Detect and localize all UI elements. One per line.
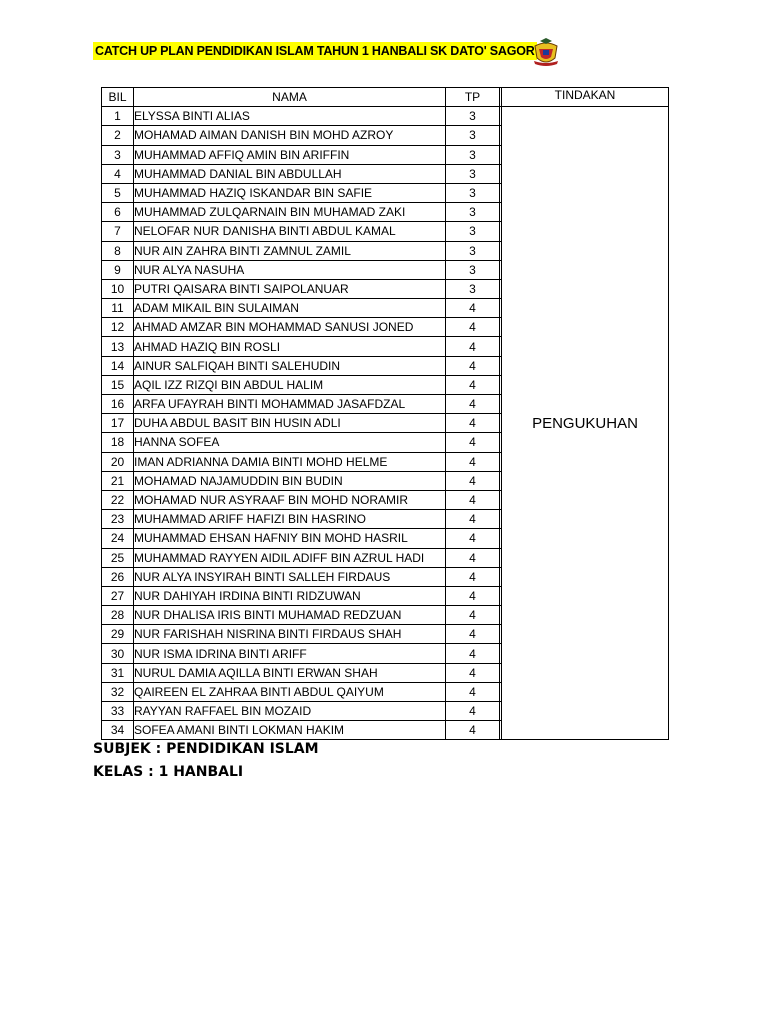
- cell-bil: 24: [102, 529, 134, 548]
- cell-nama: MUHAMMAD RAYYEN AIDIL ADIFF BIN AZRUL HADI: [134, 548, 446, 567]
- cell-tp: 4: [446, 318, 500, 337]
- cell-tp: 4: [446, 433, 500, 452]
- cell-nama: NUR ISMA IDRINA BINTI ARIFF: [134, 644, 446, 663]
- student-table: [101, 87, 669, 740]
- cell-gap: [500, 606, 502, 625]
- cell-gap: [500, 490, 502, 509]
- cell-gap: [500, 318, 502, 337]
- cell-bil: 9: [102, 260, 134, 279]
- cell-tp: 4: [446, 606, 500, 625]
- cell-gap: [500, 433, 502, 452]
- cell-tp: 3: [446, 241, 500, 260]
- table-header-row: [102, 88, 669, 107]
- cell-gap: [500, 567, 502, 586]
- cell-bil: 22: [102, 490, 134, 509]
- cell-bil: 25: [102, 548, 134, 567]
- cell-bil: 13: [102, 337, 134, 356]
- cell-bil: 28: [102, 606, 134, 625]
- cell-bil: 11: [102, 299, 134, 318]
- column-header-tindakan: TINDAKAN: [502, 88, 669, 107]
- cell-bil: 3: [102, 145, 134, 164]
- cell-nama: AHMAD HAZIQ BIN ROSLI: [134, 337, 446, 356]
- cell-bil: 1: [102, 107, 134, 126]
- cell-nama: AHMAD AMZAR BIN MOHAMMAD SANUSI JONED: [134, 318, 446, 337]
- school-crest-icon: [532, 37, 560, 67]
- cell-nama: MUHAMMAD HAZIQ ISKANDAR BIN SAFIE: [134, 183, 446, 202]
- cell-tp: 4: [446, 586, 500, 605]
- cell-tp: 4: [446, 414, 500, 433]
- cell-nama: NUR AIN ZAHRA BINTI ZAMNUL ZAMIL: [134, 241, 446, 260]
- cell-gap: [500, 145, 502, 164]
- cell-tp: 4: [446, 702, 500, 721]
- cell-nama: MOHAMAD AIMAN DANISH BIN MOHD AZROY: [134, 126, 446, 145]
- cell-gap: [500, 222, 502, 241]
- class-label: KELAS : 1 HANBALI: [93, 764, 244, 780]
- cell-tp: 3: [446, 183, 500, 202]
- cell-bil: 2: [102, 126, 134, 145]
- cell-nama: MUHAMMAD AFFIQ AMIN BIN ARIFFIN: [134, 145, 446, 164]
- cell-tp: 4: [446, 625, 500, 644]
- cell-bil: 16: [102, 395, 134, 414]
- cell-nama: NUR DHALISA IRIS BINTI MUHAMAD REDZUAN: [134, 606, 446, 625]
- cell-bil: 27: [102, 586, 134, 605]
- cell-nama: DUHA ABDUL BASIT BIN HUSIN ADLI: [134, 414, 446, 433]
- cell-nama: MOHAMAD NAJAMUDDIN BIN BUDIN: [134, 471, 446, 490]
- cell-gap: [500, 203, 502, 222]
- cell-nama: NUR ALYA NASUHA: [134, 260, 446, 279]
- table-body: [102, 107, 669, 740]
- cell-gap: [500, 356, 502, 375]
- cell-bil: 34: [102, 721, 134, 740]
- cell-gap: [500, 279, 502, 298]
- cell-tp: 4: [446, 682, 500, 701]
- cell-tp: 4: [446, 663, 500, 682]
- cell-bil: 30: [102, 644, 134, 663]
- cell-tp: 4: [446, 644, 500, 663]
- cell-nama: ADAM MIKAIL BIN SULAIMAN: [134, 299, 446, 318]
- cell-gap: [500, 663, 502, 682]
- cell-gap: [500, 471, 502, 490]
- cell-bil: 15: [102, 375, 134, 394]
- cell-tp: 4: [446, 567, 500, 586]
- cell-gap: [500, 702, 502, 721]
- cell-bil: 20: [102, 452, 134, 471]
- cell-bil: 17: [102, 414, 134, 433]
- cell-bil: 31: [102, 663, 134, 682]
- cell-tp: 4: [446, 452, 500, 471]
- cell-gap: [500, 241, 502, 260]
- cell-tp: 3: [446, 145, 500, 164]
- cell-bil: 21: [102, 471, 134, 490]
- cell-bil: 7: [102, 222, 134, 241]
- cell-nama: QAIREEN EL ZAHRAA BINTI ABDUL QAIYUM: [134, 682, 446, 701]
- cell-tp: 3: [446, 279, 500, 298]
- cell-bil: 12: [102, 318, 134, 337]
- cell-tp: 4: [446, 548, 500, 567]
- cell-gap: [500, 625, 502, 644]
- cell-nama: AINUR SALFIQAH BINTI SALEHUDIN: [134, 356, 446, 375]
- cell-bil: 33: [102, 702, 134, 721]
- cell-bil: 4: [102, 164, 134, 183]
- cell-bil: 6: [102, 203, 134, 222]
- cell-tp: 4: [446, 375, 500, 394]
- cell-gap: [500, 337, 502, 356]
- cell-tp: 4: [446, 356, 500, 375]
- cell-nama: NUR ALYA INSYIRAH BINTI SALLEH FIRDAUS: [134, 567, 446, 586]
- cell-gap: [500, 510, 502, 529]
- cell-tp: 3: [446, 222, 500, 241]
- table-row: [102, 107, 669, 126]
- cell-nama: RAYYAN RAFFAEL BIN MOZAID: [134, 702, 446, 721]
- cell-nama: NELOFAR NUR DANISHA BINTI ABDUL KAMAL: [134, 222, 446, 241]
- cell-bil: 18: [102, 433, 134, 452]
- column-header-nama: NAMA: [134, 88, 446, 107]
- cell-tp: 3: [446, 203, 500, 222]
- cell-gap: [500, 299, 502, 318]
- cell-tp: 4: [446, 395, 500, 414]
- cell-tp: 4: [446, 337, 500, 356]
- cell-bil: 26: [102, 567, 134, 586]
- cell-nama: ARFA UFAYRAH BINTI MOHAMMAD JASAFDZAL: [134, 395, 446, 414]
- cell-bil: 32: [102, 682, 134, 701]
- cell-bil: 10: [102, 279, 134, 298]
- cell-nama: ELYSSA BINTI ALIAS: [134, 107, 446, 126]
- cell-tp: 4: [446, 490, 500, 509]
- cell-gap: [500, 529, 502, 548]
- cell-tp: 3: [446, 260, 500, 279]
- cell-nama: AQIL IZZ RIZQI BIN ABDUL HALIM: [134, 375, 446, 394]
- column-header-bil: BIL: [102, 88, 134, 107]
- cell-nama: NURUL DAMIA AQILLA BINTI ERWAN SHAH: [134, 663, 446, 682]
- cell-tp: 4: [446, 471, 500, 490]
- cell-nama: MOHAMAD NUR ASYRAAF BIN MOHD NORAMIR: [134, 490, 446, 509]
- cell-tp: 3: [446, 164, 500, 183]
- subject-label: SUBJEK : PENDIDIKAN ISLAM: [93, 741, 319, 757]
- cell-bil: 29: [102, 625, 134, 644]
- cell-tp: 4: [446, 529, 500, 548]
- cell-nama: MUHAMMAD ZULQARNAIN BIN MUHAMAD ZAKI: [134, 203, 446, 222]
- cell-tp: 4: [446, 721, 500, 740]
- cell-tp: 3: [446, 126, 500, 145]
- cell-tindakan: PENGUKUHAN: [502, 107, 669, 740]
- cell-gap: [500, 183, 502, 202]
- cell-nama: MUHAMMAD DANIAL BIN ABDULLAH: [134, 164, 446, 183]
- cell-bil: 5: [102, 183, 134, 202]
- cell-nama: NUR FARISHAH NISRINA BINTI FIRDAUS SHAH: [134, 625, 446, 644]
- cell-gap: [500, 452, 502, 471]
- cell-bil: 8: [102, 241, 134, 260]
- cell-tp: 3: [446, 107, 500, 126]
- cell-gap: [500, 164, 502, 183]
- cell-nama: HANNA SOFEA: [134, 433, 446, 452]
- cell-gap: [500, 644, 502, 663]
- document-title: CATCH UP PLAN PENDIDIKAN ISLAM TAHUN 1 HANBALI SK DATO' SAGOR: [95, 44, 535, 58]
- cell-bil: 14: [102, 356, 134, 375]
- cell-gap: [500, 548, 502, 567]
- cell-gap: [500, 375, 502, 394]
- cell-nama: MUHAMMAD EHSAN HAFNIY BIN MOHD HASRIL: [134, 529, 446, 548]
- cell-gap: [500, 260, 502, 279]
- cell-bil: 23: [102, 510, 134, 529]
- cell-gap: [500, 395, 502, 414]
- cell-nama: MUHAMMAD ARIFF HAFIZI BIN HASRINO: [134, 510, 446, 529]
- cell-nama: IMAN ADRIANNA DAMIA BINTI MOHD HELME: [134, 452, 446, 471]
- cell-nama: SOFEA AMANI BINTI LOKMAN HAKIM: [134, 721, 446, 740]
- cell-tp: 4: [446, 510, 500, 529]
- cell-gap: [500, 414, 502, 433]
- cell-gap: [500, 586, 502, 605]
- cell-tp: 4: [446, 299, 500, 318]
- column-header-tp: TP: [446, 88, 500, 107]
- cell-gap: [500, 721, 502, 740]
- cell-gap: [500, 682, 502, 701]
- cell-nama: NUR DAHIYAH IRDINA BINTI RIDZUWAN: [134, 586, 446, 605]
- cell-gap: [500, 126, 502, 145]
- cell-nama: PUTRI QAISARA BINTI SAIPOLANUAR: [134, 279, 446, 298]
